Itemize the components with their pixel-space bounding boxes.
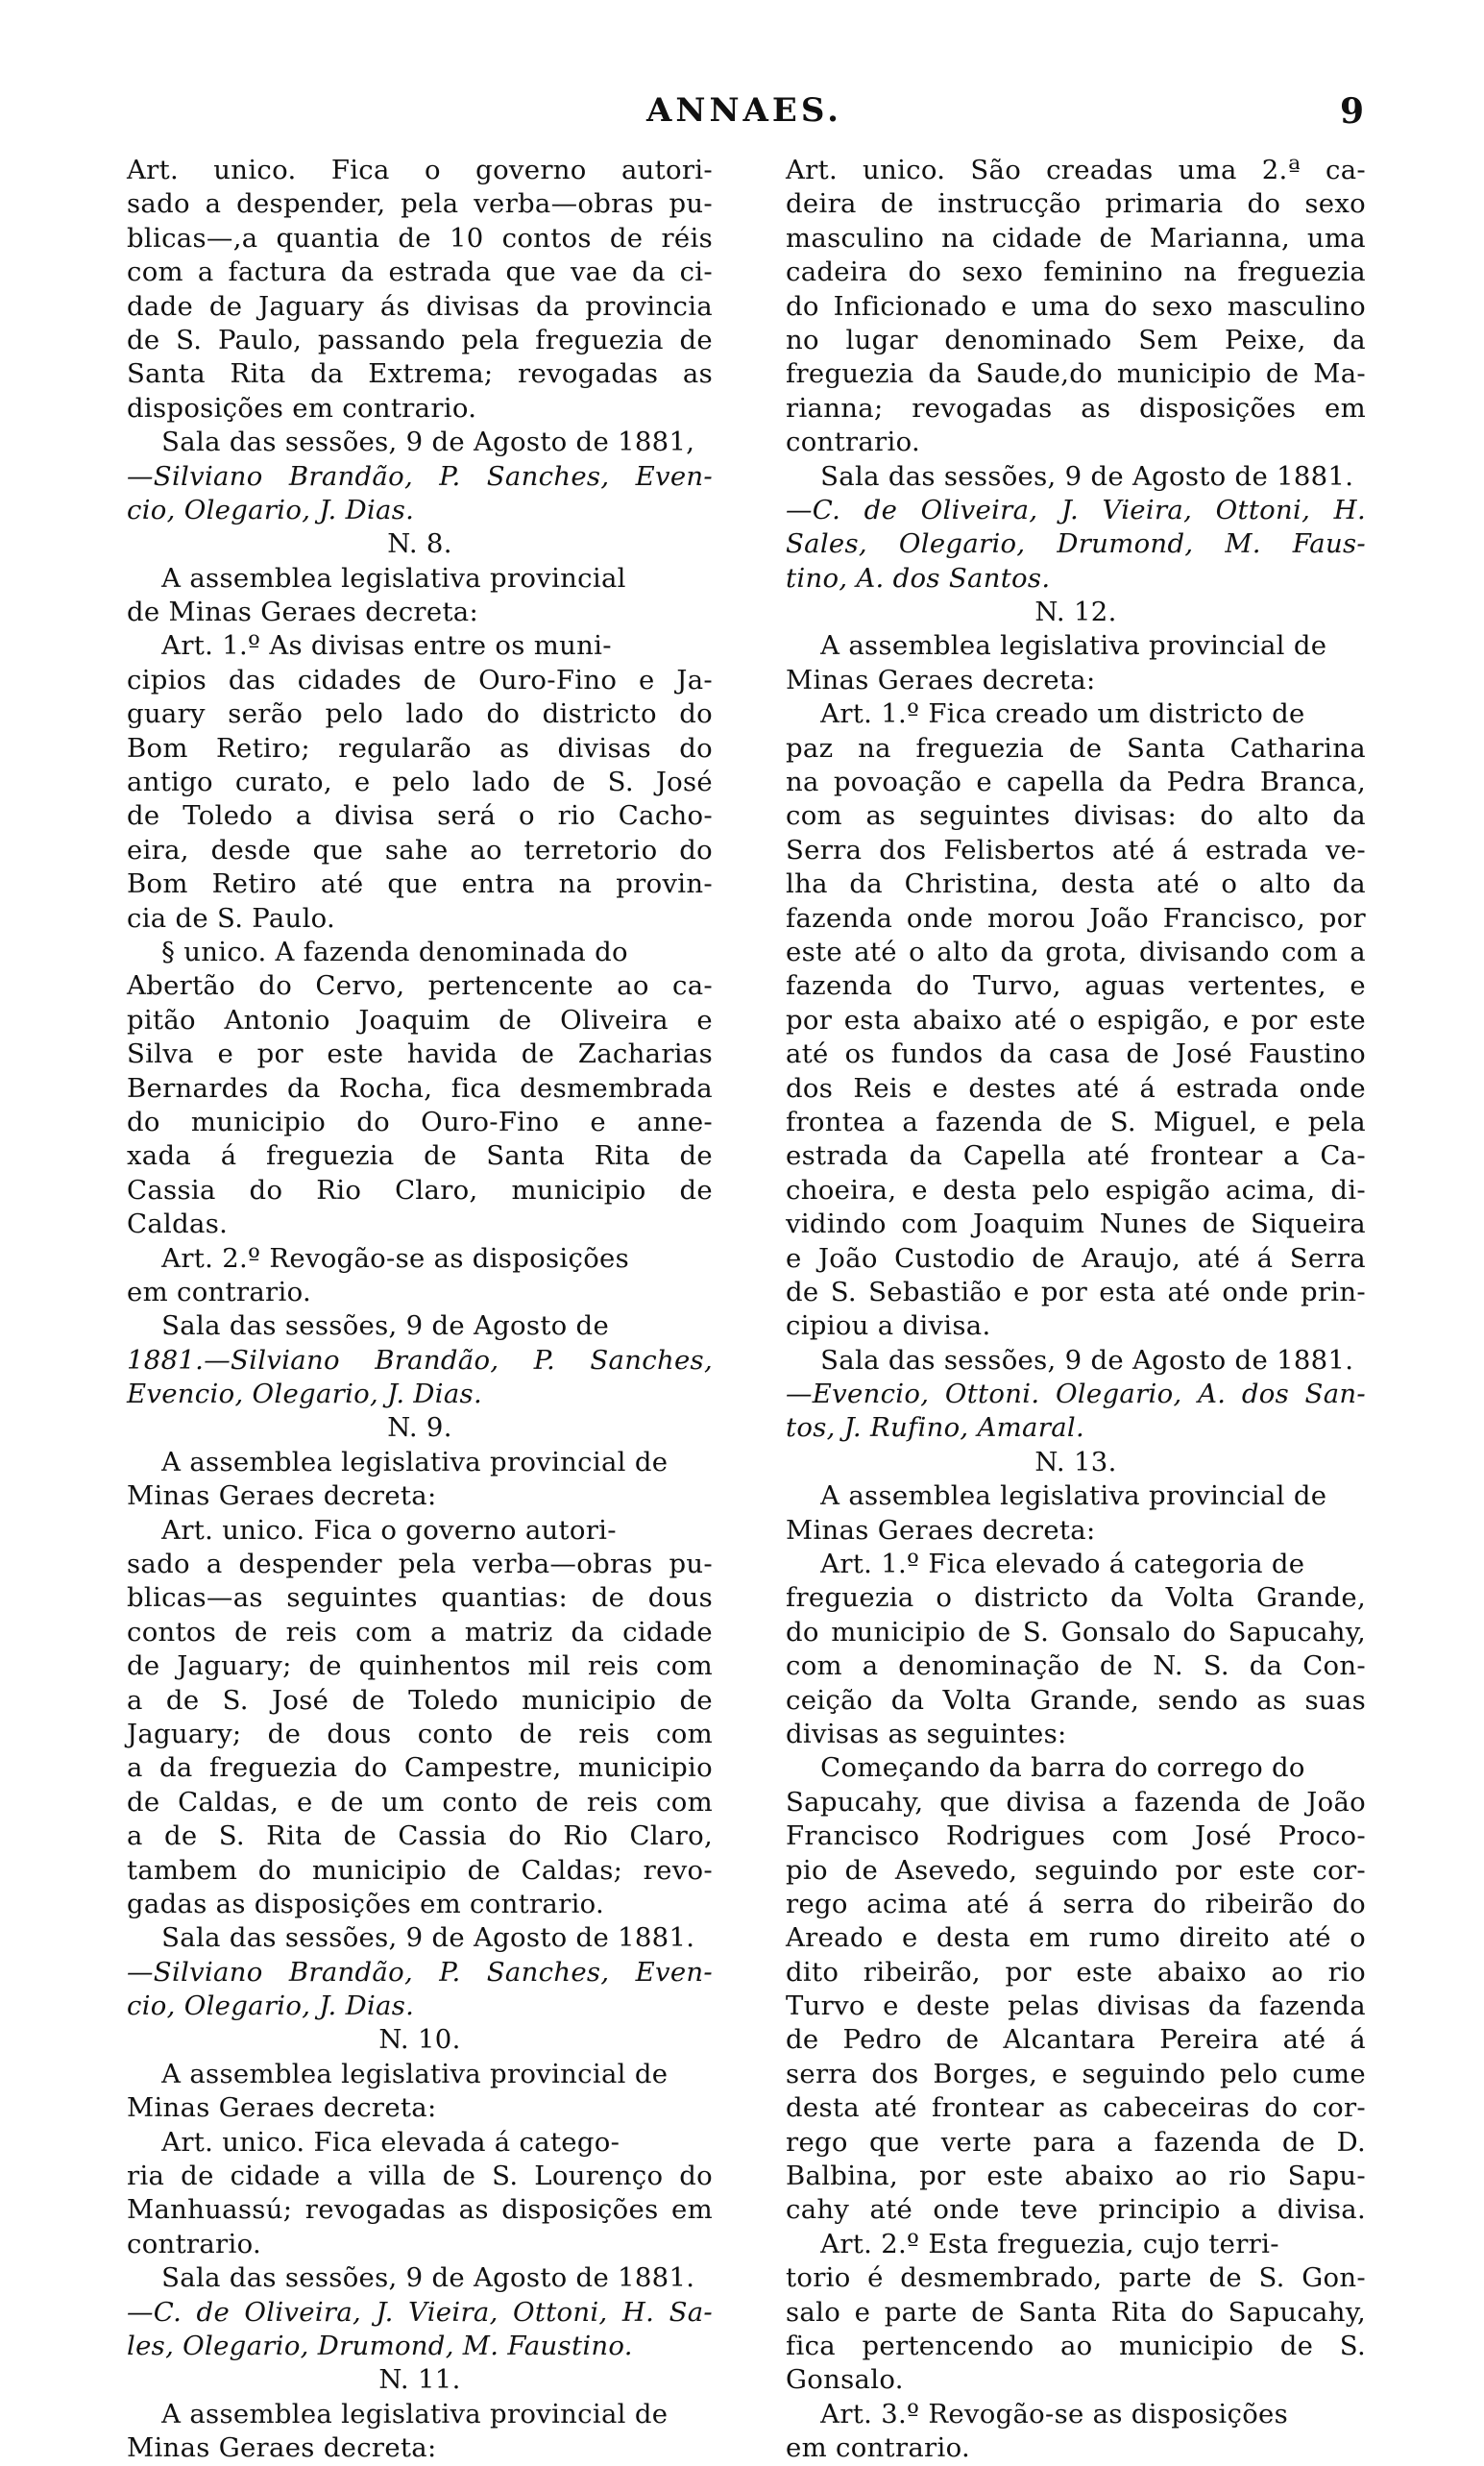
text-line: contrario. xyxy=(127,2228,262,2259)
text-line: a da freguezia do Campestre, municipio xyxy=(127,1752,713,1784)
text-line: de S. Paulo, passando pela freguezia de xyxy=(127,324,713,355)
text-line: Art. unico. Fica elevada á catego- xyxy=(127,2126,620,2158)
text-line: masculino na cidade de Marianna, uma xyxy=(786,222,1366,254)
text-line: N. 10. xyxy=(378,2024,461,2056)
text-line: tino, A. dos Santos. xyxy=(786,562,1051,594)
text-line: disposições em contrario. xyxy=(127,392,477,424)
text-line: cadeira do sexo feminino na freguezia xyxy=(786,256,1366,288)
text-line: com a factura da estrada que vae da ci- xyxy=(127,256,713,288)
text-line: les, Olegario, Drumond, M. Faustino. xyxy=(127,2331,633,2361)
text-line: de Caldas, e de um conto de reis com xyxy=(127,1786,713,1818)
text-line: Art. 2.º Esta freguezia, cujo terri- xyxy=(786,2228,1279,2259)
text-line: Turvo e deste pelas divisas da fazenda xyxy=(786,1990,1366,2022)
text-line: sado a despender pela verba—obras pu- xyxy=(127,1549,713,1580)
text-line: dos Reis e destes até á estrada onde xyxy=(786,1072,1366,1104)
text-line: Sala das sessões, 9 de Agosto de 1881, xyxy=(127,427,695,458)
text-line: contrario. xyxy=(786,427,921,458)
text-line: serra dos Borges, e seguindo pelo cume xyxy=(786,2058,1366,2089)
text-line: A assemblea legislativa provincial de xyxy=(127,1446,669,1477)
text-line: de Jaguary; de quinhentos mil reis com xyxy=(127,1650,713,1682)
text-line: contos de reis com a matriz da cidade xyxy=(127,1616,713,1648)
text-line: Gonsalo. xyxy=(786,2364,904,2396)
text-line: do municipio do Ouro-Fino e anne- xyxy=(127,1106,713,1137)
text-line: Minas Geraes decreta: xyxy=(127,1480,437,1512)
text-line: Francisco Rodrigues com José Proco- xyxy=(786,1820,1366,1852)
text-line: deira de instrucção primaria do sexo xyxy=(786,188,1366,220)
text-line: pitão Antonio Joaquim de Oliveira e xyxy=(127,1004,713,1036)
text-line: choeira, e desta pelo espigão acima, di- xyxy=(786,1174,1366,1206)
text-line: Sala das sessões, 9 de Agosto de 1881. xyxy=(786,460,1354,492)
text-line: A assemblea legislativa provincial de xyxy=(127,2398,669,2429)
text-line: com as seguintes divisas: do alto da xyxy=(786,800,1366,832)
text-line: cia de S. Paulo. xyxy=(127,902,336,934)
text-line: —Silviano Brandão, P. Sanches, Even- xyxy=(127,1956,713,1988)
text-line: de Minas Geraes decreta: xyxy=(127,597,479,628)
text-line: Art. 1.º As divisas entre os muni- xyxy=(127,630,612,662)
text-line: cahy até onde teve principio a divisa. xyxy=(786,2194,1366,2226)
text-line: na povoação e capella da Pedra Branca, xyxy=(786,767,1366,798)
text-line: frontea a fazenda de S. Miguel, e pela xyxy=(786,1106,1366,1137)
text-line: gadas as disposições em contrario. xyxy=(127,1888,605,1919)
text-line: Art. unico. Fica o governo autori- xyxy=(127,1514,617,1546)
text-line: Balbina, por este abaixo ao rio Sapu- xyxy=(786,2161,1366,2192)
text-line: Caldas. xyxy=(127,1209,229,1240)
page-header xyxy=(125,91,1364,139)
text-line: cipiou a divisa. xyxy=(786,1310,991,1342)
text-line: e João Custodio de Araujo, até á Serra xyxy=(786,1242,1366,1274)
text-line: com a denominação de N. S. da Con- xyxy=(786,1650,1366,1682)
text-line: Abertão do Cervo, pertencente ao ca- xyxy=(127,970,713,1002)
text-line: Art. 1.º Fica elevado á categoria de xyxy=(786,1549,1305,1580)
page-number: 9 xyxy=(1339,91,1364,132)
right-column xyxy=(786,154,1366,2466)
text-line: Jaguary; de dous conto de reis com xyxy=(127,1718,713,1749)
text-line: a de S. José de Toledo municipio de xyxy=(127,1684,713,1716)
text-line: Art. unico. São creadas uma 2.ª ca- xyxy=(786,155,1366,185)
text-line: do Inficionado e uma do sexo masculino xyxy=(786,290,1366,322)
text-line: Sala das sessões, 9 de Agosto de 1881. xyxy=(786,1344,1354,1376)
text-line: N. 13. xyxy=(1034,1446,1117,1477)
text-line: Sala das sessões, 9 de Agosto de 1881. xyxy=(127,2262,695,2294)
text-line: a de S. Rita de Cassia do Rio Claro, xyxy=(127,1820,713,1852)
text-line: Minas Geraes decreta: xyxy=(786,1514,1096,1546)
text-line: N. 11. xyxy=(378,2364,461,2396)
text-line: estrada da Capella até frontear a Ca- xyxy=(786,1140,1366,1172)
text-line: ria de cidade a villa de S. Lourenço do xyxy=(127,2161,713,2192)
text-line: eira, desde que sahe ao terretorio do xyxy=(127,834,713,866)
text-line: Sala das sessões, 9 de Agosto de xyxy=(127,1310,610,1342)
text-line: A assemblea legislativa provincial de xyxy=(786,1480,1327,1512)
text-line: —Evencio, Ottoni. Olegario, A. dos San- xyxy=(786,1379,1366,1410)
text-line: Art. 1.º Fica creado um districto de xyxy=(786,698,1305,730)
text-line: Art. unico. Fica o governo autori- xyxy=(127,155,713,185)
text-line: cipios das cidades de Ouro-Fino e Ja- xyxy=(127,664,713,696)
text-line: blicas—,a quantia de 10 contos de réis xyxy=(127,222,713,254)
text-line: Minas Geraes decreta: xyxy=(786,664,1096,696)
text-line: freguezia da Saude,do municipio de Ma- xyxy=(786,358,1366,390)
text-line: Art. 2.º Revogão-se as disposições xyxy=(127,1242,630,1274)
left-column xyxy=(127,154,713,2466)
running-title: ANNAES. xyxy=(645,91,842,130)
text-line: de S. Sebastião e por esta até onde prin- xyxy=(786,1276,1366,1307)
text-line: Bom Retiro; regularão as divisas do xyxy=(127,732,713,764)
text-line: rianna; revogadas as disposições em xyxy=(786,392,1366,424)
text-line: desta até frontear as cabeceiras do cor- xyxy=(786,2092,1366,2124)
text-line: em contrario. xyxy=(127,1276,312,1307)
text-line: lha da Christina, desta até o alto da xyxy=(786,868,1366,900)
text-line: N. 12. xyxy=(1034,597,1117,628)
text-line: Art. 3.º Revogão-se as disposições xyxy=(786,2398,1289,2429)
text-line: guary serão pelo lado do districto do xyxy=(127,698,713,730)
text-line: —C. de Oliveira, J. Vieira, Ottoni, H. xyxy=(786,494,1366,525)
text-line: Sala das sessões, 9 de Agosto de 1881. xyxy=(127,1922,695,1954)
text-line: —C. de Oliveira, J. Vieira, Ottoni, H. Sa- xyxy=(127,2296,713,2328)
text-line: A assemblea legislativa provincial de xyxy=(127,2058,669,2089)
text-line: Manhuassú; revogadas as disposições em xyxy=(127,2194,713,2226)
text-line: blicas—as seguintes quantias: de dous xyxy=(127,1582,713,1614)
text-line: este até o alto da grota, divisando com a xyxy=(786,936,1366,967)
text-line: salo e parte de Santa Rita do Sapucahy, xyxy=(786,2296,1366,2328)
text-line: cio, Olegario, J. Dias. xyxy=(127,1990,415,2022)
text-line: Bom Retiro até que entra na provin- xyxy=(127,868,713,900)
text-line: no lugar denominado Sem Peixe, da xyxy=(786,324,1366,355)
text-line: Silva e por este havida de Zacharias xyxy=(127,1038,713,1070)
text-line: fazenda do Turvo, aguas vertentes, e xyxy=(786,970,1366,1002)
text-line: Bernardes da Rocha, fica desmembrada xyxy=(127,1072,713,1104)
text-line: Evencio, Olegario, J. Dias. xyxy=(127,1379,482,1410)
text-line: xada á freguezia de Santa Rita de xyxy=(127,1140,713,1172)
text-line: Sales, Olegario, Drumond, M. Faus- xyxy=(786,528,1366,560)
text-line: Sapucahy, que divisa a fazenda de João xyxy=(786,1786,1366,1818)
text-line: § unico. A fazenda denominada do xyxy=(127,936,628,967)
text-line: até os fundos da casa de José Faustino xyxy=(786,1038,1366,1070)
text-line: A assemblea legislativa provincial xyxy=(127,562,626,594)
text-line: divisas as seguintes: xyxy=(786,1718,1067,1749)
text-line: 1881.—Silviano Brandão, P. Sanches, xyxy=(127,1344,713,1376)
text-line: N. 8. xyxy=(387,528,452,560)
text-line: tos, J. Rufino, Amaral. xyxy=(786,1412,1085,1444)
text-line: de Toledo a divisa será o rio Cacho- xyxy=(127,800,713,832)
text-line: por esta abaixo até o espigão, e por este xyxy=(786,1004,1366,1036)
text-line: A assemblea legislativa provincial de xyxy=(786,630,1327,662)
text-line: Cassia do Rio Claro, municipio de xyxy=(127,1174,713,1206)
text-line: Minas Geraes decreta: xyxy=(127,2092,437,2124)
text-line: —Silviano Brandão, P. Sanches, Even- xyxy=(127,460,713,492)
text-line: antigo curato, e pelo lado de S. José xyxy=(127,767,713,798)
text-line: Minas Geraes decreta: xyxy=(127,2432,437,2464)
text-line: dade de Jaguary ás divisas da provincia xyxy=(127,290,713,322)
text-line: pio de Asevedo, seguindo por este cor- xyxy=(786,1854,1366,1886)
text-line: Santa Rita da Extrema; revogadas as xyxy=(127,358,713,390)
text-line: Areado e desta em rumo direito até o xyxy=(786,1922,1366,1954)
text-line: ceição da Volta Grande, sendo as suas xyxy=(786,1684,1366,1716)
text-line: sado a despender, pela verba—obras pu- xyxy=(127,188,713,220)
text-line: freguezia o districto da Volta Grande, xyxy=(786,1582,1366,1614)
text-line: paz na freguezia de Santa Catharina xyxy=(786,732,1366,764)
text-line: tambem do municipio de Caldas; revo- xyxy=(127,1854,713,1886)
text-line: dito ribeirão, por este abaixo ao rio xyxy=(786,1956,1366,1988)
text-line: fica pertencendo ao municipio de S. xyxy=(786,2331,1366,2361)
text-line: do municipio de S. Gonsalo do Sapucahy, xyxy=(786,1616,1366,1648)
text-line: em contrario. xyxy=(786,2432,971,2464)
text-line: N. 9. xyxy=(387,1412,452,1444)
text-line: torio é desmembrado, parte de S. Gon- xyxy=(786,2262,1366,2294)
text-line: rego acima até á serra do ribeirão do xyxy=(786,1888,1366,1919)
text-line: de Pedro de Alcantara Pereira até á xyxy=(786,2024,1366,2056)
text-line: Serra dos Felisbertos até á estrada ve- xyxy=(786,834,1366,866)
text-line: rego que verte para a fazenda de D. xyxy=(786,2126,1366,2158)
text-line: cio, Olegario, J. Dias. xyxy=(127,494,415,525)
text-line: Começando da barra do corrego do xyxy=(786,1752,1305,1784)
text-line: vidindo com Joaquim Nunes de Siqueira xyxy=(786,1209,1366,1240)
text-line: fazenda onde morou João Francisco, por xyxy=(786,902,1366,934)
